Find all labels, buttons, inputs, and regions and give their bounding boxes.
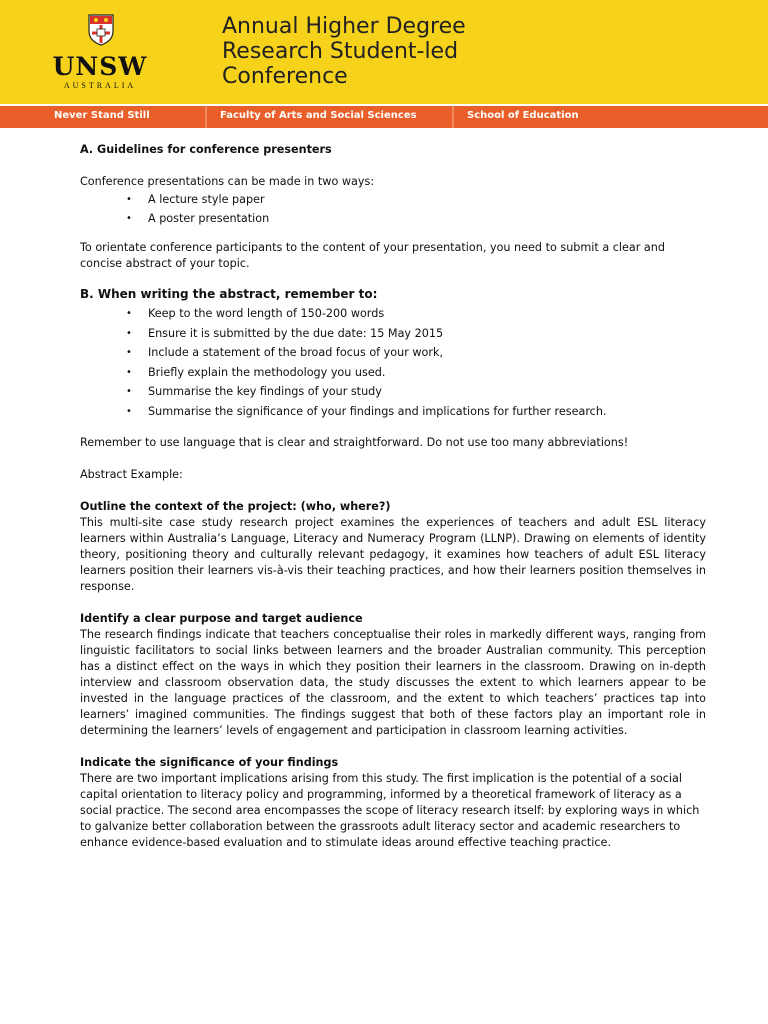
list-item: • Summarise the significance of your findings and implications for further research. (80, 402, 706, 422)
nav-item-faculty: Faculty of Arts and Social Sciences (220, 110, 417, 121)
list-item: • Keep to the word length of 150-200 words (80, 304, 706, 324)
nav-divider (452, 106, 454, 128)
section-a-heading: A. Guidelines for conference presenters (80, 143, 332, 156)
abstract-tips-list (80, 304, 706, 421)
example-text-purpose: The research findings indicate that teachers conceptualise their roles in markedly different ways, ranging from linguistic facilitators to social links between learners and the broader Australian community. This perception has a distinct effect on the ways in which they position their learners in the classroom. Drawing on in-depth interview and classroom observation data, the study discusses the extent to which learners appear to be invested in the language practices of the classroom, and the extent to which teachers’ practices tap into learners’ imagined communities. The findings suggest that both of these factors play an important role in determining the learners’ levels of engagement and participation in classroom learning activities. (80, 628, 706, 737)
example-heading-purpose: Identify a clear purpose and target audience (80, 612, 363, 625)
title-line: Annual Higher Degree (222, 14, 466, 39)
example-heading-context: Outline the context of the project: (who, where?) (80, 500, 391, 513)
section-b-heading: B. When writing the abstract, remember to: (80, 287, 378, 301)
example-text-significance: There are two important implications arising from this study. The first implication is the potential of a social capital orientation to literacy policy and programming, informed by a theoretical framework of literacy as a social practice. The second area encompasses the scope of literacy research itself: by exploring ways in which to galvanize better collaboration between the grassroots adult literacy sector and academic researchers to enhance evidence-based evaluation and to stimulate ideas around effective teaching practice. (80, 772, 700, 849)
abstract-example-label: Abstract Example: (80, 468, 183, 481)
section-a-intro: Conference presentations can be made in two ways: (80, 175, 375, 188)
nav-item-school: School of Education (467, 110, 579, 121)
header-banner (0, 0, 768, 104)
list-item: • Include a statement of the broad focus of your work, (80, 343, 706, 363)
title-line: Conference (222, 64, 348, 89)
presentation-ways-list (80, 190, 706, 228)
logo-subtext: AUSTRALIA (63, 81, 137, 90)
list-item: • A lecture style paper (80, 190, 706, 209)
document-body (80, 142, 706, 851)
example-text-context: This multi-site case study research project examines the experiences of teachers and adult ESL literacy learners within Australia’s Language, Literacy and Numeracy Program (LLNP). Drawing on elements of identity theory, positioning theory and culturally relevant pedagogy, it examines how teachers of adult ESL literacy learners position their learners vis-à-vis their teaching practices, and how their learners position themselves in response. (80, 516, 706, 593)
conference-title (222, 14, 466, 89)
list-item: • Summarise the key findings of your study (80, 382, 706, 402)
unsw-logo (52, 10, 148, 96)
section-a-paragraph: To orientate conference participants to the content of your presentation, you need to submit a clear and concise abstract of your topic. (80, 241, 665, 270)
title-line: Research Student-led (222, 39, 459, 64)
nav-item-never-stand-still: Never Stand Still (54, 110, 150, 121)
coat-of-arms-icon (88, 14, 114, 46)
nav-bar (0, 106, 768, 128)
nav-divider (205, 106, 207, 128)
logo-wordmark: UNSW (52, 52, 148, 81)
list-item: • Briefly explain the methodology you used. (80, 363, 706, 383)
example-heading-significance: Indicate the significance of your findings (80, 756, 339, 769)
language-reminder: Remember to use language that is clear and straightforward. Do not use too many abbreviations! (80, 436, 629, 449)
list-item: • A poster presentation (80, 209, 706, 228)
list-item: • Ensure it is submitted by the due date: 15 May 2015 (80, 324, 706, 344)
